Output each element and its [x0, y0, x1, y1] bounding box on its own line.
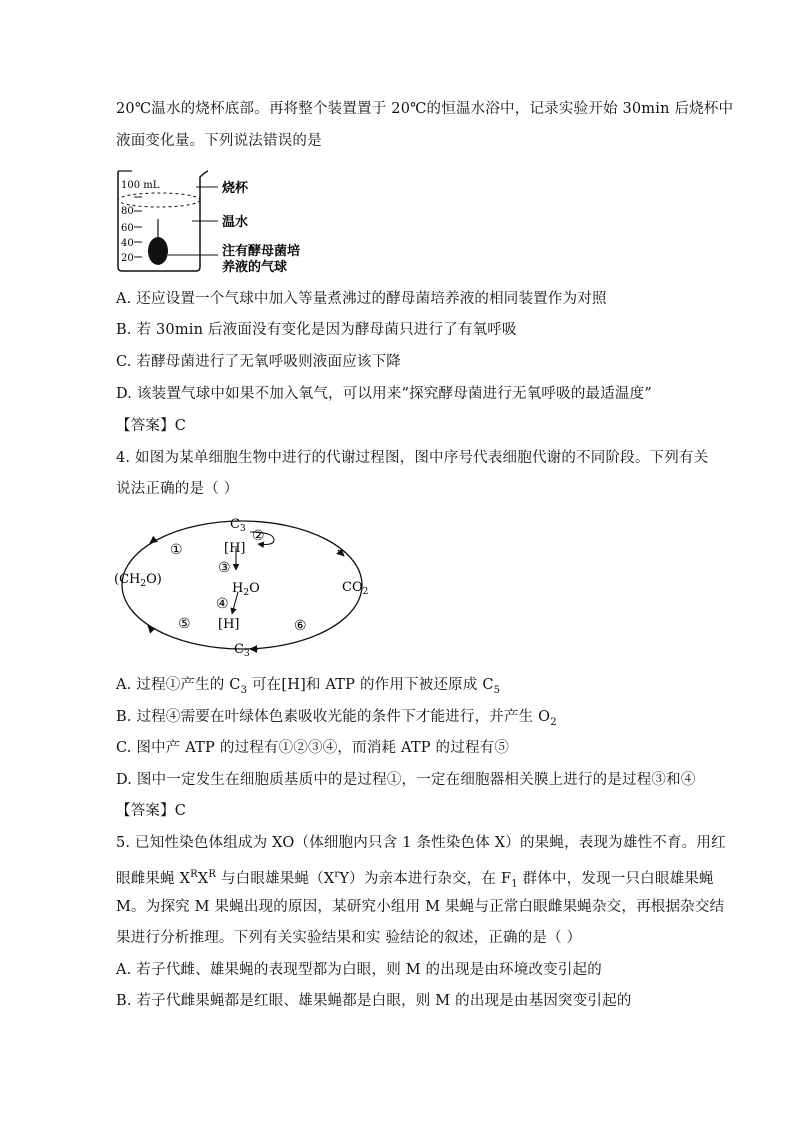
step-4: ④ — [216, 596, 229, 612]
q4-option-a: A. 过程①产生的 $C_3$ 可在[H]和 ATP 的作用下被还原成 $C_5$ — [116, 677, 501, 696]
q4-answer: 【答案】C — [116, 803, 187, 819]
tick-80: 80 — [121, 206, 134, 217]
q3-option-d: D. 该装置气球中如果不加入氧气，可以用来“探究酵母菌进行无氧呼吸的最适温度” — [116, 386, 652, 402]
q3-option-b: B. 若 30min 后液面没有变化是因为酵母菌只进行了有氧呼吸 — [116, 322, 517, 338]
balloon-shape — [148, 237, 168, 265]
step-2: ② — [252, 528, 265, 544]
q4-option-b: B. 过程④需要在叶绿体色素吸收光能的条件下才能进行，并产生 $O_2$ — [116, 709, 557, 728]
q4-stem-line-1: 4. 如图为某单细胞生物中进行的代谢过程图，图中序号代表细胞代谢的不同阶段。下列有关 — [116, 450, 709, 466]
q3-option-a: A. 还应设置一个气球中加入等量煮沸过的酵母菌培养液的相同装置作为对照 — [116, 291, 607, 307]
label-balloon-1: 注有酵母菌培 — [222, 244, 301, 259]
c3-bottom: $C_3$ — [234, 642, 250, 659]
ch2o-label: $(CH_2O)$ — [114, 572, 162, 589]
h-bottom: [H] — [218, 617, 240, 632]
c3-top: $C_3$ — [230, 517, 246, 534]
step-6: ⑥ — [294, 618, 307, 634]
tick-40: 40 — [121, 238, 134, 249]
q3-option-c: C. 若酵母菌进行了无氧呼吸则液面应该下降 — [116, 354, 401, 370]
q4-option-c: C. 图中产 ATP 的过程有①②③④，而消耗 ATP 的过程有⑤ — [116, 740, 510, 756]
label-balloon-2: 养液的气球 — [222, 260, 288, 275]
intro-line-2: 液面变化量。下列说法错误的是 — [116, 133, 322, 149]
q4-stem-line-2: 说法正确的是（ ） — [116, 481, 239, 497]
q5-stem-line-2: 眼雌果蝇 $X^RX^R$ 与白眼雄果蝇$(X^rY)$为亲本进行杂交，在 $F_1$ 群体中，发现一只白眼雄果蝇 — [116, 869, 714, 890]
tick-20: 20 — [121, 253, 134, 264]
beaker-scale-label: 100 mL — [121, 180, 160, 191]
q4-option-d: D. 图中一定发生在细胞质基质中的是过程①，一定在细胞器相关膜上进行的是过程③和④ — [116, 772, 696, 788]
tick-60: 60 — [121, 223, 134, 234]
co2-label: $CO_2$ — [342, 580, 369, 597]
h2o-label: $H_2O$ — [232, 581, 260, 598]
label-beaker: 烧杯 — [222, 181, 249, 196]
q5-option-a: A. 若子代雌、雄果蝇的表现型都为白眼，则 M 的出现是由环境改变引起的 — [116, 962, 602, 978]
q5-stem-line-3: M。为探究 M 果蝇出现的原因，某研究小组用 M 果蝇与正常白眼雌果蝇杂交，再根据杂交结 — [116, 899, 725, 915]
beaker-figure — [112, 163, 312, 275]
metabolism-diagram — [108, 510, 388, 660]
h-top: [H] — [224, 541, 246, 556]
q5-option-b: B. 若子代雌果蝇都是红眼、雄果蝇都是白眼，则 M 的出现是由基因突变引起的 — [116, 993, 632, 1009]
q5-stem-line-4: 果进行分析推理。下列有关实验结果和实 验结论的叙述，正确的是（ ） — [116, 930, 582, 946]
step-5: ⑤ — [178, 616, 191, 632]
step-3: ③ — [218, 560, 231, 576]
step-1: ① — [170, 542, 183, 558]
intro-line-1: 20℃温水的烧杯底部。再将整个装置置于 20℃的恒温水浴中，记录实验开始 30min 后烧杯中 — [116, 101, 734, 117]
label-warm-water: 温水 — [222, 215, 249, 230]
q5-stem-line-1: 5. 已知性染色体组成为 XO（体细胞内只含 1 条性染色体 X）的果蝇，表现为雄性不育。用红 — [116, 835, 726, 851]
q3-answer: 【答案】C — [116, 418, 187, 434]
